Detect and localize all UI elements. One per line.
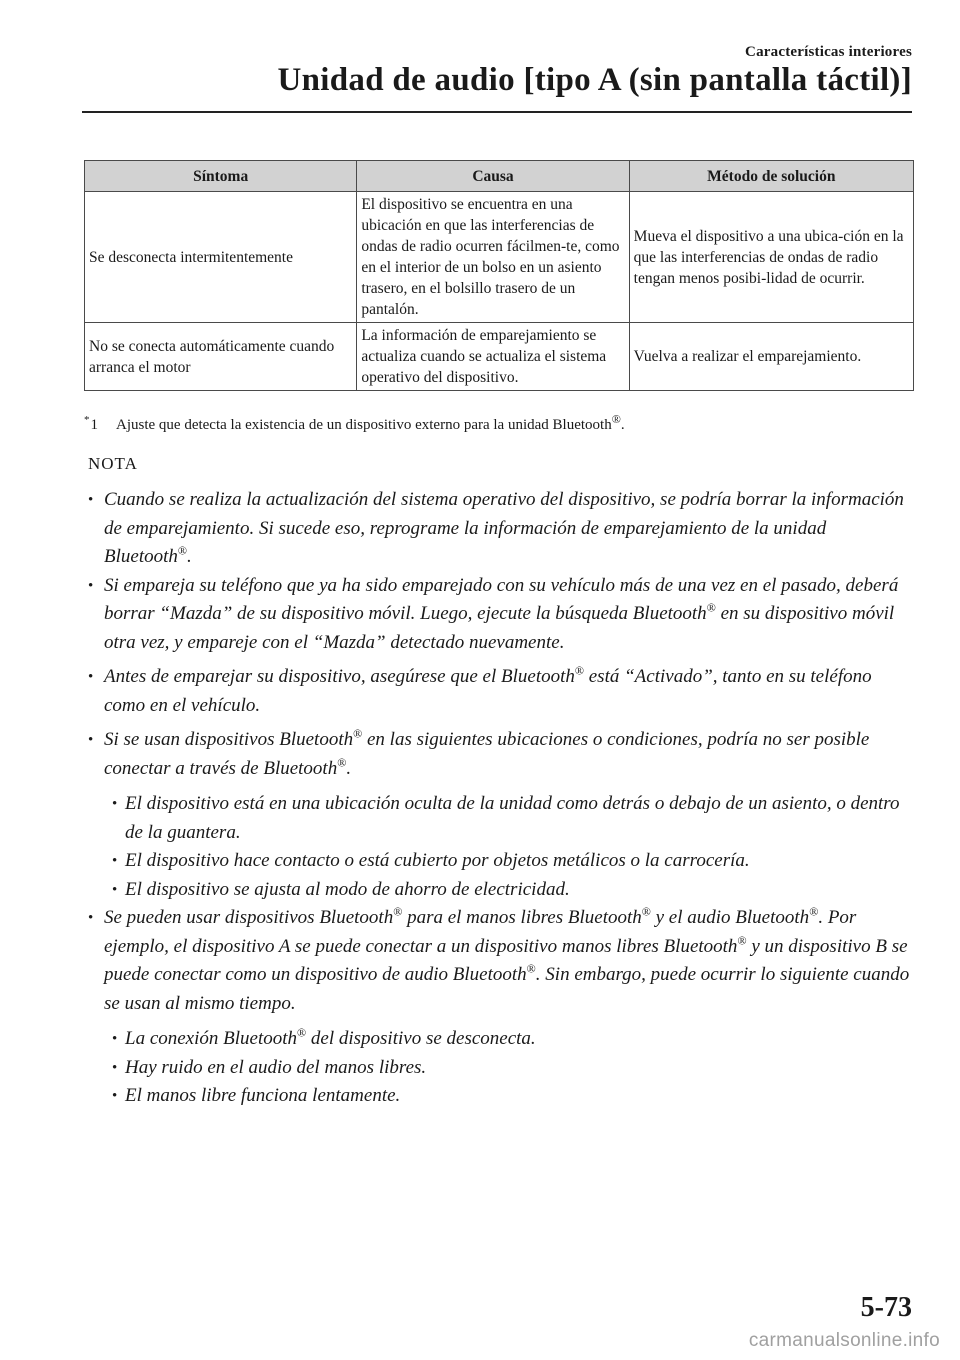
column-header-symptom: Síntoma: [85, 161, 357, 192]
bullet-icon: •: [88, 669, 94, 685]
symptom-cell: No se conecta automáticamente cuando arranca el motor: [85, 323, 357, 391]
list-item: • Si empareja su teléfono que ya ha sido emparejado con su vehículo más de una vez en el pasado, deberá borrar “Mazda” de su dispositivo móvil. Luego, ejecute la búsqueda Bluetooth® en su dispositivo móvil otra vez, y empareje con el “Mazda” detectado nuevamente.: [88, 572, 914, 658]
registered-mark: ®: [526, 961, 536, 976]
bullet-icon: •: [88, 910, 94, 926]
bullet-icon: •: [88, 732, 94, 748]
column-header-cause: Causa: [357, 161, 629, 192]
note-heading: NOTA: [88, 454, 138, 473]
registered-mark: ®: [574, 663, 584, 678]
registered-mark: ®: [809, 904, 819, 919]
list-item: • Antes de emparejar su dispositivo, asegúrese que el Bluetooth® está “Activado”, tanto en su teléfono como en el vehículo.: [88, 663, 872, 716]
sub-list-item: • El manos libre funciona lentamente.: [112, 1082, 914, 1111]
list-item: • Se pueden usar dispositivos Bluetooth® para el manos libres Bluetooth® y el audio Bluetooth®. Por ejemplo, el dispositivo A se puede conectar a un dispositivo manos libres Bluetooth® y un dispositivo B se puede conectar como un dispositivo de audio Bluetooth®. Sin embargo, puede ocurrir lo siguiente cuando se usan al mismo tiempo.: [88, 904, 910, 1014]
page-title: Unidad de audio [tipo A (sin pantalla táctil)]: [277, 62, 912, 98]
registered-mark: ®: [393, 904, 403, 919]
sub-list-item: • Hay ruido en el audio del manos libres.: [112, 1054, 914, 1083]
bullet-icon: •: [112, 796, 118, 812]
bullet-icon: •: [112, 1088, 118, 1104]
effect-sublist: [88, 1025, 914, 1111]
footnote-number: 1: [90, 417, 98, 433]
condition-sublist: [88, 790, 914, 904]
section-header: Características interiores: [745, 44, 912, 60]
cause-cell: La información de emparejamiento se actualiza cuando se actualiza el sistema operativo del dispositivo.: [357, 323, 629, 391]
list-item: • Cuando se realiza la actualización del sistema operativo del dispositivo, se podría borrar la información de emparejamiento. Si sucede eso, reprograme la información de emparejamiento de la unidad Bluetooth®.: [88, 486, 914, 572]
note-list: [88, 486, 914, 1111]
table-row: [85, 323, 914, 391]
sub-list-item: • El dispositivo hace contacto o está cubierto por objetos metálicos o la carrocería.: [112, 847, 914, 876]
sub-list-item: • El dispositivo se ajusta al modo de ahorro de electricidad.: [112, 876, 914, 905]
list-item: • Si se usan dispositivos Bluetooth® en las siguientes ubicaciones o condiciones, podría no ser posible conectar a través de Bluetooth®.: [88, 726, 870, 779]
solution-cell: Mueva el dispositivo a una ubica-ción en la que las interferencias de ondas de radio tengan menos posibi-lidad de ocurrir.: [629, 192, 913, 323]
registered-mark: ®: [706, 600, 716, 615]
table-header-row: [85, 161, 914, 192]
registered-mark: ®: [177, 543, 188, 558]
bullet-icon: •: [112, 853, 118, 869]
solution-cell: Vuelva a realizar el emparejamiento.: [629, 323, 913, 391]
footnote: *1 Ajuste que detecta la existencia de un dispositivo externo para la unidad Bluetooth®.: [84, 412, 625, 433]
registered-mark: ®: [297, 1025, 307, 1040]
bullet-icon: •: [112, 1031, 118, 1047]
registered-mark: ®: [611, 412, 621, 426]
registered-mark: ®: [641, 904, 651, 919]
troubleshooting-table: [84, 160, 914, 391]
column-header-solution: Método de solución: [629, 161, 913, 192]
registered-mark: ®: [353, 726, 363, 741]
header-rule: [82, 111, 912, 113]
watermark: carmanualsonline.info: [748, 1330, 940, 1351]
sub-list-item: • El dispositivo está en una ubicación oculta de la unidad como detrás o debajo de un asiento, o dentro de la guantera.: [112, 790, 914, 847]
bullet-icon: •: [112, 881, 118, 898]
registered-mark: ®: [737, 933, 747, 948]
footnote-text: Ajuste que detecta la existencia de un dispositivo externo para la unidad Bluetooth: [116, 417, 612, 433]
bullet-icon: •: [88, 492, 94, 508]
bullet-icon: •: [112, 1059, 118, 1076]
table-row: [85, 192, 914, 323]
sub-list-item: • La conexión Bluetooth® del dispositivo se desconecta.: [112, 1025, 914, 1054]
registered-mark: ®: [337, 755, 347, 770]
bullet-icon: •: [88, 577, 94, 594]
footnote-asterisk: *: [84, 414, 90, 426]
symptom-cell: Se desconecta intermitentemente: [85, 192, 357, 323]
page-number: 5-73: [860, 1292, 912, 1323]
cause-cell: El dispositivo se encuentra en una ubicación en que las interferencias de ondas de radio ocurren fácilmen-te, como en el interior de un bolso en un asiento trasero, en el bolsillo trasero de un pantalón.: [357, 192, 629, 323]
